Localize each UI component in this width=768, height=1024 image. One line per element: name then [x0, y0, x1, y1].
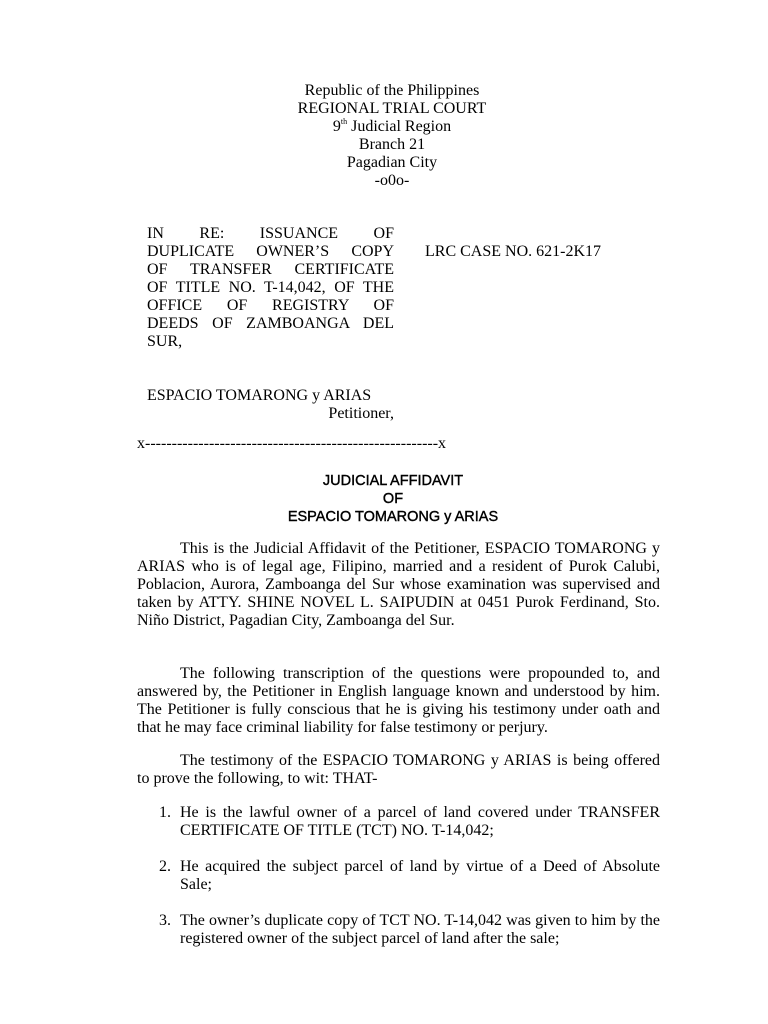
header-branch: Branch 21: [358, 136, 426, 153]
header-region-text: Judicial Region: [347, 118, 452, 135]
list-item-text: He is the lawful owner of a parcel of land covered under TRANSFER CERTIFICATE OF TITLE (TCT) NO. T-14,042;: [180, 804, 660, 839]
petitioner-name: ESPACIO TOMARONG y ARIAS: [147, 387, 372, 404]
header-ornament: -o0o-: [374, 172, 410, 189]
title-line-1: JUDICIAL AFFIDAVIT: [322, 473, 464, 489]
court-header: [0, 82, 768, 190]
header-court: REGIONAL TRIAL COURT: [297, 100, 487, 117]
list-item: [137, 912, 660, 948]
caption-line: DEEDS OF ZAMBOANGA DEL: [147, 315, 394, 332]
caption-line: SUR,: [147, 333, 183, 350]
list-item-text: He acquired the subject parcel of land by virtue of a Deed of Absolute Sale;: [180, 858, 660, 893]
list-item-text: The owner’s duplicate copy of TCT NO. T-14,042 was given to him by the registered owner of the subject parcel of land after the sale;: [180, 912, 660, 947]
title-line-3: ESPACIO TOMARONG y ARIAS: [287, 509, 499, 525]
caption-line: OFFICE OF REGISTRY OF: [147, 297, 394, 314]
paragraph-transcription: The following transcription of the questions were propounded to, and answered by, the Petitioner in English language known and understood by him. The Petitioner is fully conscious that he is giving his testimony under oath and that he may face criminal liability for false testimony or perjury.: [137, 665, 660, 736]
title-line-2: OF: [382, 491, 404, 507]
list-item-number: 1.: [159, 804, 171, 821]
list-item: [137, 804, 660, 840]
caption-line: OF TRANSFER CERTIFICATE: [147, 261, 394, 278]
header-region: [0, 118, 768, 136]
case-number: LRC CASE NO. 621-2K17: [425, 243, 602, 260]
header-region-suffix: th: [340, 116, 348, 126]
party-block: [147, 387, 394, 423]
petitioner-role: Petitioner,: [328, 405, 394, 422]
list-item-number: 2.: [159, 858, 171, 875]
caption-line: OF TITLE NO. T-14,042, OF THE: [147, 279, 394, 296]
case-caption: [147, 225, 394, 351]
header-region-number: 9: [332, 118, 341, 135]
separator-line: x-------------------------------------------------------x: [137, 435, 447, 452]
header-city: Pagadian City: [346, 154, 438, 171]
list-item-number: 3.: [159, 912, 171, 929]
list-item: [137, 858, 660, 894]
numbered-list: [137, 804, 660, 966]
caption-line: DUPLICATE OWNER’S COPY: [147, 243, 394, 260]
header-republic: Republic of the Philippines: [304, 82, 480, 99]
caption-line: IN RE: ISSUANCE OF: [147, 225, 394, 242]
document-title: [0, 472, 768, 526]
paragraph-purpose: The testimony of the ESPACIO TOMARONG y ARIAS is being offered to prove the following, to wit: THAT-: [137, 752, 660, 787]
paragraph-intro: This is the Judicial Affidavit of the Petitioner, ESPACIO TOMARONG y ARIAS who is of legal age, Filipino, married and a resident of Purok Calubi, Poblacion, Aurora, Zamboanga del Sur whose examination was supervised and taken by ATTY. SHINE NOVEL L. SAIPUDIN at 0451 Purok Ferdinand, Sto. Niño District, Pagadian City, Zamboanga del Sur.: [137, 540, 660, 629]
